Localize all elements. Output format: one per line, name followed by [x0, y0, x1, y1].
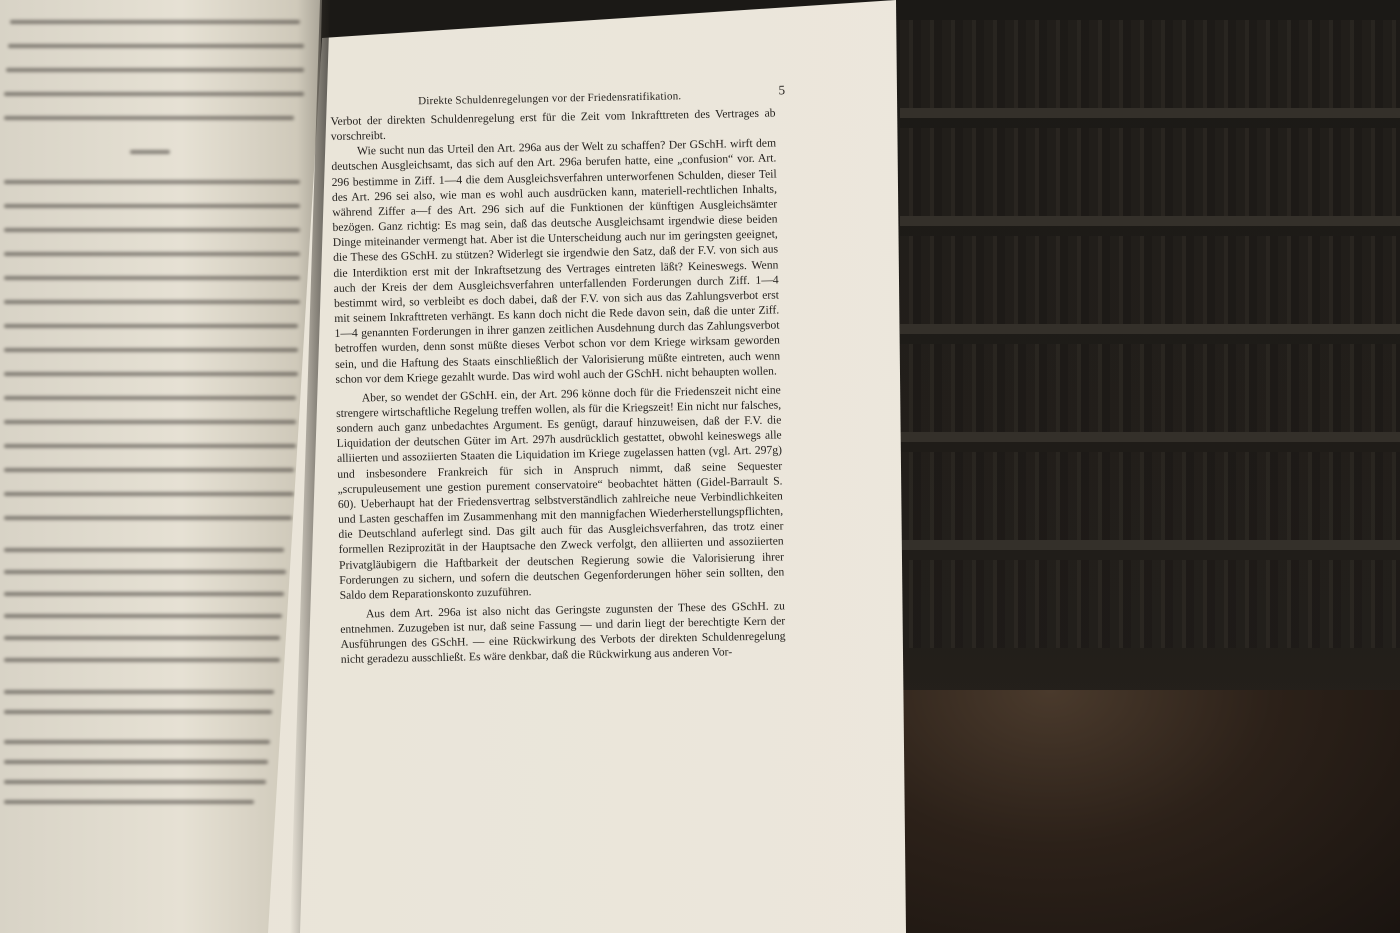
wooden-table [900, 690, 1400, 933]
shelf-board [900, 432, 1400, 442]
shelf-board [900, 540, 1400, 550]
shelf-board [900, 216, 1400, 226]
shelf-board [900, 324, 1400, 334]
page-number: 5 [778, 82, 786, 98]
bookshelf-row [900, 236, 1400, 324]
paragraph: Verbot der direkten Schuldenregelung erst für die Zeit vom Inkrafttreten des Vertrages ab vorschreibt. [330, 106, 776, 144]
bookshelf-row [900, 452, 1400, 540]
bookshelf-row [900, 560, 1400, 648]
paragraph: Aus dem Art. 296a ist also nicht das Geringste zugunsten der These des GSchH. zu entnehmen. Zuzugeben ist nur, daß seine Fassung — und darin liegt der berechtigte Kern der Ausführungen des GSchH. — eine Rückwirkung des Verbots der direkten Schuldenregelung nicht geradezu ausschließt. Es wäre denkbar, daß die Rückwirkung aus anderen Vor- [340, 599, 786, 667]
bookshelf-row [900, 128, 1400, 216]
left-page-blurred-text [0, 0, 320, 933]
bookshelf-row [900, 20, 1400, 108]
paragraph: Wie sucht nun das Urteil den Art. 296a aus der Welt zu schaffen? Der GSchH. wirft dem deutschen Ausgleichsamt, das sich auf den Art. 296a berufen hatte, eine „confusion“ vor. Art. 296 bestimme in Ziff. 1—4 die dem Ausgleichsverfahren unterworfenen Schulden, dieser Teil des Art. 296 sei also, wie man es wohl auch ausdrücken kann, materiell-rechtlichen Inhalts, während Ziffer a—f des Art. 296 sich auf die Funktionen der künftigen Ausgleichsämter bezögen. Ganz richtig: Es mag sein, daß das deutsche Ausgleichsamt irgendwie diese beiden Dinge miteinander vermengt hat. Aber ist die Unterscheidung auch nur im geringsten geeignet, die These des GSchH. zu stützen? Widerlegt sie irgendwie den Satz, daß der F.V. von sich aus die Interdiktion erst mit der Inkraftsetzung des Vertrages eintreten läßt? Keineswegs. Wenn auch der Kreis der dem Ausgleichsverfahren unterfallenden Forderungen durch Ziff. 1—4 bestimmt wird, so verbleibt es doch dabei, daß der F.V. von sich aus das Zahlungsverbot erst mit seinem Inkrafttreten verhängt. Es kann doch nicht die Rede davon sein, daß die unter Ziff. 1—4 genannten Forderungen in ihrer ganzen zeitlichen Ausdehnung durch das Zahlungsverbot betroffen wurden, denn sonst müßte dieses Verbot schon vor dem Kriege wirksam geworden sein, und die Haftung des Staats einschließlich der Valorisierung müßte eintreten, auch wenn schon vor dem Kriege gezahlt wurde. Das wird wohl auch der GSchH. nicht behaupten wollen. [331, 136, 781, 386]
running-title: Direkte Schuldenregelungen vor der Friedensratifikation. [418, 90, 682, 108]
shelf-board [900, 108, 1400, 118]
page-text-block [330, 82, 786, 667]
paragraph: Aber, so wendet der GSchH. ein, der Art. 296 könne doch für die Friedenszeit nicht eine strengere wirtschaftliche Regelung treffen wollen, als für die Kriegszeit! Ein nicht nur falsches, sondern auch ganz unbedachtes Argument. Es genügt, darauf hinzuweisen, daß der F.V. die Liquidation der deutschen Güter im Art. 297h ausdrücklich gestattet, obwohl keineswegs alle alliierten und assoziierten Staaten die Liquidation im Kriege zugelassen hatten (vgl. Art. 297g) und insbesondere Frankreich für sich in Anspruch nimmt, daß seine Sequester „scrupuleusement une gestion purement conservatoire“ beobachtet hätten (Gidel-Barrault S. 60). Ueberhaupt hat der Friedensvertrag selbstverständlich zahlreiche neue Verbindlichkeiten und Lasten geschaffen im Zusammenhang mit den mannigfachen Wiederherstellungspflichten, die Deutschland auferlegt sind. Das gilt auch für das Ausgleichsverfahren, das trotz einer formellen Reziprozität in der Hauptsache den Zweck verfolgt, den alliierten und assoziierten Privatgläubigern die Haftbarkeit der deutschen Regierung sowie die Valorisierung ihrer Forderungen zu sichern, und sofern die deutschen Gegenforderungen höher sein sollten, den Saldo dem Reparationskonto zuzuführen. [336, 383, 785, 602]
bookshelf-row [900, 344, 1400, 432]
